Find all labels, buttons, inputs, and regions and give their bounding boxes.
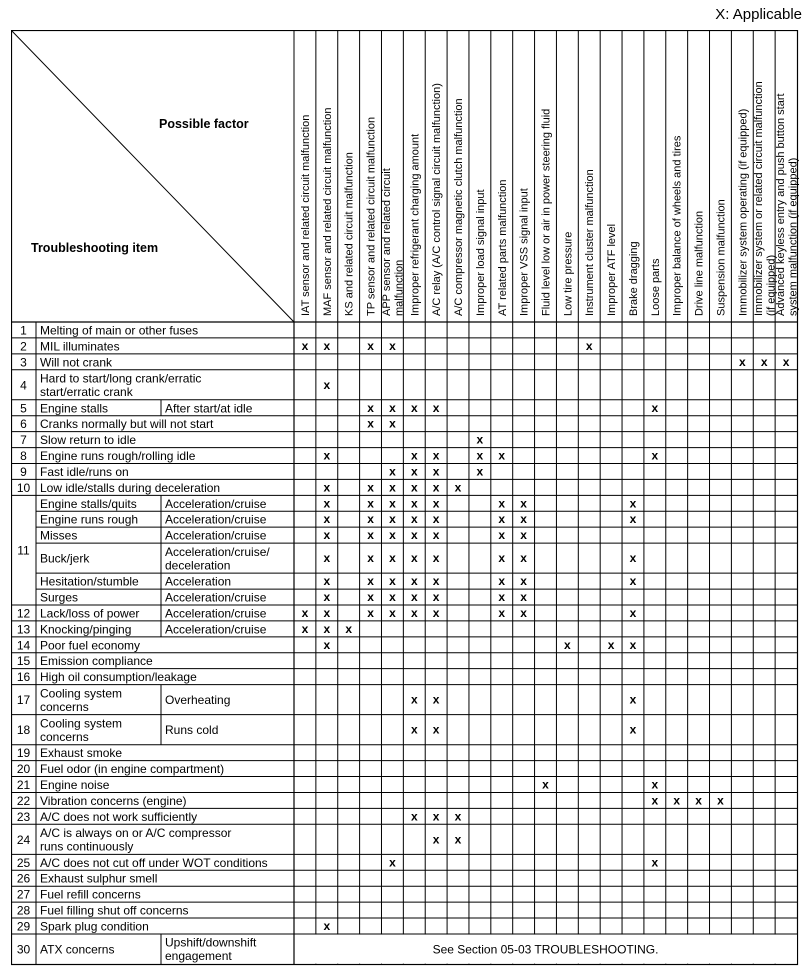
applicable-mark: x [410, 605, 418, 620]
row-number: 7 [20, 433, 27, 448]
applicable-mark: x [410, 496, 418, 511]
applicable-mark: x [432, 605, 440, 620]
applicable-mark: x [476, 432, 484, 447]
applicable-mark: x [367, 551, 374, 566]
applicable-mark: x [673, 793, 681, 808]
condition-text: After start/at idle [165, 401, 253, 416]
row-number: 2 [20, 339, 27, 354]
applicable-mark: x [432, 590, 440, 605]
condition-text: Acceleration/cruise [165, 528, 267, 543]
troubleshooting-item: A/C does not cut off under WOT conditions [40, 855, 268, 870]
factor-header-3: KS and related circuit malfunction [343, 152, 356, 316]
applicable-mark: x [454, 809, 462, 824]
applicable-mark: x [629, 551, 637, 566]
applicable-mark: x [454, 832, 462, 847]
applicable-mark: x [432, 528, 440, 543]
troubleshooting-item: Lack/loss of power [40, 606, 140, 621]
applicable-mark: x [432, 512, 440, 527]
applicable-mark: x [410, 480, 418, 495]
applicable-mark: x [476, 448, 484, 463]
condition-text: Acceleration/cruise [165, 606, 267, 621]
troubleshooting-item: Knocking/pinging [40, 622, 132, 637]
possible-factor-label: Possible factor [159, 117, 249, 131]
troubleshooting-item: Exhaust smoke [40, 746, 123, 761]
row-number: 19 [16, 746, 31, 761]
condition-text: Overheating [165, 693, 231, 708]
troubleshooting-item-label: Troubleshooting item [31, 241, 159, 255]
applicable-mark: x [432, 809, 440, 824]
row-note: See Section 05-03 TROUBLESHOOTING. [432, 942, 659, 957]
troubleshooting-item: Engine noise [40, 777, 110, 792]
row-number: 15 [16, 654, 31, 669]
factor-header-13: Low tire pressure [562, 231, 575, 316]
row-number: 3 [20, 355, 27, 370]
row-number: 30 [16, 942, 31, 957]
applicable-mark: x [520, 512, 527, 527]
factor-header-8: A/C compressor magnetic clutch malfunction [453, 98, 466, 316]
troubleshooting-item: Will not crank [40, 355, 113, 370]
applicable-mark: x [410, 512, 418, 527]
factor-header-9: Improper load signal input [474, 189, 487, 316]
applicable-mark: x [432, 464, 440, 479]
applicable-mark: x [498, 590, 506, 605]
applicable-mark: x [651, 400, 659, 415]
applicable-mark: x [323, 377, 331, 392]
troubleshooting-item: Engine stalls [40, 401, 109, 416]
row-number: 22 [16, 793, 31, 808]
factor-header-7: A/C relay (A/C control signal circuit malfunction) [431, 83, 444, 316]
applicable-mark: x [367, 480, 374, 495]
applicable-mark: x [410, 464, 418, 479]
applicable-mark: x [389, 855, 396, 870]
factor-header-2: MAF sensor and related circuit malfunction [321, 107, 334, 316]
applicable-mark: x [389, 512, 396, 527]
condition-text: Upshift/downshift [165, 935, 257, 950]
factor-header-16: Brake dragging [627, 241, 640, 316]
applicable-mark: x [432, 832, 440, 847]
applicable-mark: x [301, 621, 309, 636]
applicable-mark: x [564, 637, 571, 652]
troubleshooting-item: Cranks normally but will not start [40, 417, 214, 432]
applicable-mark: x [629, 692, 637, 707]
applicable-mark: x [301, 605, 309, 620]
troubleshooting-item: Hard to start/long crank/erratic [40, 371, 202, 386]
factor-header-19: Drive line malfunction [693, 210, 706, 316]
condition-text: deceleration [165, 558, 231, 573]
factor-header-11: Improper VSS signal input [518, 188, 531, 316]
applicable-mark: x [520, 496, 527, 511]
row-number: 20 [16, 762, 31, 777]
troubleshooting-item: ATX concerns [40, 942, 115, 957]
applicable-mark: x [410, 590, 418, 605]
factor-header-6: Improper refrigerant charging amount [409, 133, 422, 316]
applicable-mark: x [367, 590, 374, 605]
applicable-mark: x [410, 551, 418, 566]
factor-header-17: Loose parts [649, 258, 662, 316]
troubleshooting-item: Surges [40, 590, 79, 605]
troubleshooting-item: Emission compliance [40, 654, 153, 669]
troubleshooting-item: A/C is always on or A/C compressor [40, 826, 232, 841]
applicable-mark: x [389, 551, 396, 566]
applicable-mark: x [389, 464, 396, 479]
applicable-mark: x [498, 448, 506, 463]
factor-header-4: TP sensor and related circuit malfunction [365, 116, 378, 316]
applicable-mark: x [367, 512, 374, 527]
factor-header-22: (if equipped) [765, 254, 778, 316]
condition-text: Acceleration/cruise [165, 622, 267, 637]
applicable-mark: x [410, 448, 418, 463]
applicable-mark: x [323, 551, 331, 566]
applicable-mark: x [323, 918, 331, 933]
factor-header-21: Immobilizer system operating (if equipped) [737, 108, 750, 316]
applicable-mark: x [498, 605, 506, 620]
applicable-mark: x [410, 528, 418, 543]
troubleshooting-item: start/erratic crank [40, 385, 133, 400]
troubleshooting-item: Cooling system [40, 686, 123, 701]
troubleshooting-item: Exhaust sulphur smell [40, 871, 158, 886]
applicable-mark: x [498, 496, 506, 511]
applicable-mark: x [454, 480, 462, 495]
applicable-mark: x [651, 855, 659, 870]
applicable-mark: x [410, 692, 418, 707]
troubleshooting-item: Fuel odor (in engine compartment) [40, 762, 225, 777]
applicable-mark: x [760, 354, 768, 369]
troubleshooting-item: Vibration concerns (engine) [40, 793, 187, 808]
applicable-mark: x [498, 528, 506, 543]
applicable-mark: x [629, 722, 637, 737]
troubleshooting-item: Fuel filling shut off concerns [40, 903, 189, 918]
applicable-mark: x [498, 551, 506, 566]
applicable-mark: x [323, 496, 331, 511]
factor-header-12: Fluid level low or air in power steering fluid [540, 108, 553, 316]
row-number: 4 [20, 378, 27, 393]
troubleshooting-item: Engine runs rough/rolling idle [40, 449, 196, 464]
row-number: 28 [16, 903, 31, 918]
row-number: 8 [20, 449, 27, 464]
applicable-mark: x [389, 338, 396, 353]
troubleshooting-item: Spark plug condition [40, 919, 149, 934]
row-number: 26 [16, 871, 31, 886]
applicable-mark: x [520, 574, 527, 589]
applicable-mark: x [520, 551, 527, 566]
applicable-mark: x [629, 637, 637, 652]
applicable-mark: x [301, 338, 309, 353]
applicable-mark: x [410, 400, 418, 415]
applicable-mark: x [367, 400, 374, 415]
applicable-mark: x [367, 605, 374, 620]
applicable-mark: x [476, 464, 484, 479]
applicable-mark: x [717, 793, 724, 808]
row-number: 6 [20, 417, 27, 432]
troubleshooting-item: Cooling system [40, 716, 123, 731]
row-number: 24 [16, 832, 31, 847]
applicable-mark: x [389, 416, 396, 431]
troubleshooting-item: Engine runs rough [40, 512, 139, 527]
factor-header-5: malfunction [393, 259, 406, 316]
applicable-mark: x [432, 448, 440, 463]
row-number: 9 [20, 464, 27, 479]
troubleshooting-item: High oil consumption/leakage [40, 670, 197, 685]
troubleshooting-item: A/C does not work sufficiently [40, 809, 198, 824]
applicable-mark: x [629, 496, 637, 511]
applicable-mark: x [651, 777, 659, 792]
troubleshooting-item: concerns [40, 699, 89, 714]
applicable-mark: x [367, 496, 374, 511]
factor-header-15: Improper ATF level [606, 223, 619, 316]
applicable-mark: x [389, 590, 396, 605]
applicable-mark: x [323, 480, 331, 495]
troubleshooting-item: MIL illuminates [40, 339, 120, 354]
troubleshooting-item: Misses [40, 528, 78, 543]
applicable-mark: x [651, 793, 659, 808]
applicable-mark: x [432, 551, 440, 566]
troubleshooting-item: Buck/jerk [40, 551, 90, 566]
condition-text: Acceleration/cruise/ [165, 544, 270, 559]
applicable-mark: x [389, 528, 396, 543]
condition-text: engagement [165, 949, 232, 964]
applicable-mark: x [410, 722, 418, 737]
applicable-mark: x [498, 512, 506, 527]
factor-header-20: Suspension malfunction [715, 199, 728, 316]
applicable-mark: x [695, 793, 702, 808]
troubleshooting-item: Melting of main or other fuses [40, 323, 199, 338]
row-number: 13 [16, 622, 31, 637]
row-number: 17 [16, 693, 31, 708]
troubleshooting-item: Hesitation/stumble [40, 574, 139, 589]
row-number: 25 [16, 855, 31, 870]
row-number: 27 [16, 887, 31, 902]
applicable-mark: x [629, 605, 637, 620]
troubleshooting-item: Fuel refill concerns [40, 887, 141, 902]
applicable-mark: x [323, 512, 331, 527]
applicable-mark: x [389, 400, 396, 415]
row-number: 23 [16, 809, 31, 824]
applicable-mark: x [432, 722, 440, 737]
applicable-mark: x [432, 496, 440, 511]
row-number: 10 [16, 480, 31, 495]
troubleshooting-item: Poor fuel economy [40, 638, 141, 653]
applicable-mark: x [323, 590, 331, 605]
applicable-mark: x [345, 621, 353, 636]
condition-text: Acceleration/cruise [165, 590, 267, 605]
applicable-mark: x [367, 574, 374, 589]
applicable-mark: x [367, 528, 374, 543]
factor-header-1: IAT sensor and related circuit malfunction [299, 114, 312, 316]
row-number: 29 [16, 919, 31, 934]
applicable-mark: x [389, 574, 396, 589]
row-number: 12 [16, 606, 31, 621]
applicable-mark: x [323, 528, 331, 543]
troubleshooting-matrix [11, 30, 801, 966]
applicable-mark: x [367, 416, 374, 431]
applicable-mark: x [520, 605, 527, 620]
troubleshooting-item: concerns [40, 729, 89, 744]
applicable-mark: x [323, 637, 331, 652]
applicable-mark: x [432, 574, 440, 589]
applicable-mark: x [389, 605, 396, 620]
applicable-mark: x [410, 809, 418, 824]
applicable-mark: x [323, 338, 331, 353]
row-number: 21 [16, 777, 31, 792]
factor-header-22: Immobilizer system or related circuit malfunction [752, 81, 765, 316]
applicable-mark: x [738, 354, 746, 369]
applicable-mark: x [367, 338, 374, 353]
applicable-mark: x [629, 574, 637, 589]
applicable-mark: x [782, 354, 790, 369]
applicable-mark: x [629, 512, 637, 527]
applicable-mark: x [432, 400, 440, 415]
row-number: 16 [16, 670, 31, 685]
condition-text: Acceleration [165, 574, 232, 589]
factor-header-23: Advanced keyless entry and push button start [774, 93, 787, 316]
applicable-mark: x [389, 480, 396, 495]
applicable-mark: x [323, 621, 331, 636]
troubleshooting-item: Low idle/stalls during deceleration [40, 480, 221, 495]
row-number: 14 [16, 638, 31, 653]
applicable-mark: x [323, 574, 331, 589]
row-number: 18 [16, 723, 31, 738]
row-number: 1 [20, 323, 27, 338]
applicable-mark: x [410, 574, 418, 589]
applicable-legend: X: Applicable [715, 6, 802, 23]
applicable-mark: x [520, 590, 527, 605]
applicable-mark: x [542, 777, 549, 792]
troubleshooting-item: runs continuously [40, 839, 134, 854]
troubleshooting-item: Engine stalls/quits [40, 496, 137, 511]
applicable-mark: x [432, 692, 440, 707]
troubleshooting-item: Fast idle/runs on [40, 464, 129, 479]
troubleshooting-item: Slow return to idle [40, 433, 137, 448]
applicable-mark: x [651, 448, 659, 463]
factor-header-23: system malfunction (if equipped) [787, 157, 800, 316]
condition-text: Acceleration/cruise [165, 496, 267, 511]
condition-text: Acceleration/cruise [165, 512, 267, 527]
applicable-mark: x [585, 338, 593, 353]
factor-header-10: AT related parts malfunction [496, 179, 509, 316]
applicable-mark: x [389, 496, 396, 511]
applicable-mark: x [520, 528, 527, 543]
applicable-mark: x [323, 605, 331, 620]
applicable-mark: x [323, 448, 331, 463]
factor-header-5: APP sensor and related circuit [381, 168, 394, 316]
row-number: 5 [20, 401, 27, 416]
factor-header-18: Improper balance of wheels and tires [671, 135, 684, 316]
applicable-mark: x [498, 574, 506, 589]
row-number: 11 [17, 543, 30, 558]
header-diagonal [11, 30, 294, 322]
condition-text: Runs cold [165, 723, 219, 738]
applicable-mark: x [607, 637, 615, 652]
applicable-mark: x [432, 480, 440, 495]
factor-header-14: Instrument cluster malfunction [584, 169, 597, 316]
